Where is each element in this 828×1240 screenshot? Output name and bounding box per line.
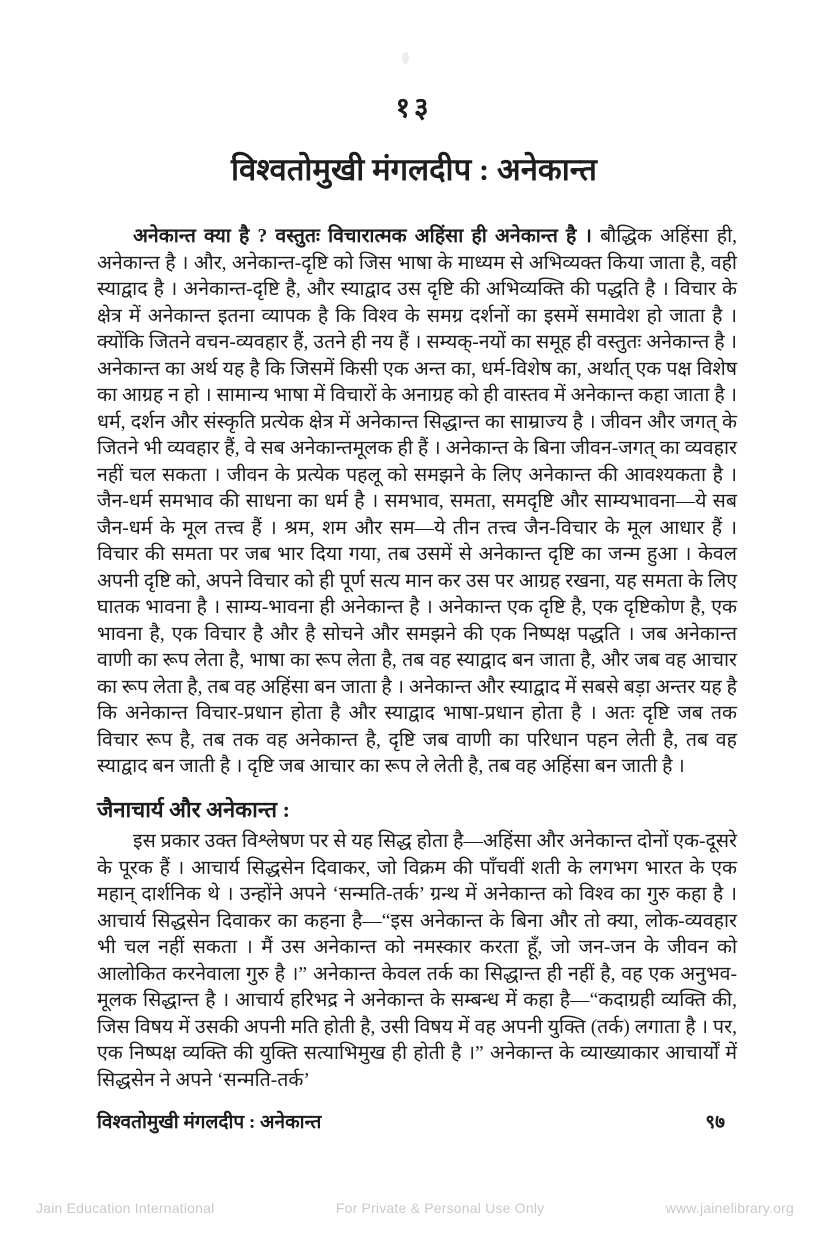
page-title: विश्वतोमुखी मंगलदीप : अनेकान्त (231, 152, 597, 187)
chapter-number: १३ (395, 93, 433, 124)
paragraph-lead-bold: अनेकान्त क्या है ? वस्तुतः विचारात्मक अहिंसा ही अनेकान्त है । (133, 226, 592, 247)
scan-artifact-dot (402, 52, 409, 64)
page-number: ९७ (705, 1112, 725, 1133)
paragraph-jainacharya: इस प्रकार उक्त विश्लेषण पर से यह सिद्ध होता है—अहिंसा और अनेकान्त दोनों एक-दूसरे के पूरक हैं । आचार्य सिद्धसेन दिवाकर, जो विक्रम की पाँचवीं शती के लगभग भारत के एक महान् दार्शनिक थे । उन्होंने अपने ‘सन्मति-तर्क’ ग्रन्थ में अनेकान्त को विश्व का गुरु कहा है । आचार्य सिद्धसेन दिवाकर का कहना है—“इस अनेकान्त के बिना और तो क्या, लोक-व्यवहार भी चल नहीं सकता । मैं उस अनेकान्त को नमस्कार करता हूँ, जो जन-जन के जीवन को आलोकित करनेवाला गुरु है ।” अनेकान्त केवल तर्क का सिद्धान्त ही नहीं है, वह एक अनुभव-मूलक सिद्धान्त है । आचार्य हरिभद्र ने अनेकान्त के सम्बन्ध में कहा है—“कदाग्रही व्यक्ति की, जिस विषय में उसकी अपनी मति होती है, उसी विषय में वह अपनी युक्ति (तर्क) लगाता है । पर, एक निष्पक्ष व्यक्ति की युक्ति सत्याभिमुख ही होती है ।” अनेकान्त के व्याख्याकार आचार्यों में सिद्धसेन ने अपने ‘सन्मति-तर्क’ (97, 831, 737, 1091)
section-heading-jainacharya: जैनाचार्य और अनेकान्त : (97, 796, 290, 822)
body-text (97, 224, 737, 1094)
credit-usage-note: For Private & Personal Use Only (335, 1200, 545, 1216)
credit-publisher: Jain Education International (36, 1200, 215, 1216)
credit-website: www.jainelibrary.org (665, 1200, 794, 1216)
paragraph-anekant-kya-hai (97, 224, 737, 781)
page-footer (97, 1108, 737, 1134)
running-title: विश्वतोमुखी मंगलदीप : अनेकान्त (97, 1112, 322, 1133)
scan-credit-bar (36, 1200, 794, 1216)
paragraph-1-text: बौद्धिक अहिंसा ही, अनेकान्त है । और, अनेकान्त-दृष्टि को जिस भाषा के माध्यम से अभिव्यक्त किया जाता है, वही स्याद्वाद है । अनेकान्त-दृष्टि है, और स्याद्वाद उस दृष्टि की अभिव्यक्ति की पद्धति है । विचार के क्षेत्र में अनेकान्त इतना व्यापक है कि विश्व के समग्र दर्शनों का इसमें समावेश हो जाता है । क्योंकि जितने वचन-व्यवहार हैं, उतने ही नय हैं । सम्यक्-नयों का समूह ही वस्तुतः अनेकान्त है । अनेकान्त का अर्थ यह है कि जिसमें किसी एक अन्त का, धर्म-विशेष का, अर्थात् एक पक्ष विशेष का आग्रह न हो । सामान्य भाषा में विचारों के अनाग्रह को ही वास्तव में अनेकान्त कहा जाता है । धर्म, दर्शन और संस्कृति प्रत्येक क्षेत्र में अनेकान्त सिद्धान्त का साम्राज्य है । जीवन और जगत् के जितने भी व्यवहार हैं, वे सब अनेकान्तमूलक ही हैं । अनेकान्त के बिना जीवन-जगत् का व्यवहार नहीं चल सकता । जीवन के प्रत्येक पहलू को समझने के लिए अनेकान्त की आवश्यकता है । जैन-धर्म समभाव की साधना का धर्म है । समभाव, समता, समदृष्टि और साम्यभावना—ये सब जैन-धर्म के मूल तत्त्व हैं । श्रम, शम और सम—ये तीन तत्त्व जैन-विचार के मूल आधार हैं । विचार की समता पर जब भार दिया गया, तब उसमें से अनेकान्त दृष्टि का जन्म हुआ । केवल अपनी दृष्टि को, अपने विचार को ही पूर्ण सत्य मान कर उस पर आग्रह रखना, यह समता के लिए घातक भावना है । साम्य-भावना ही अनेकान्त है । अनेकान्त एक दृष्टि है, एक दृष्टिकोण है, एक भावना है, एक विचार है और है सोचने और समझने की एक निष्पक्ष पद्धति । जब अनेकान्त वाणी का रूप लेता है, भाषा का रूप लेता है, तब वह स्याद्वाद बन जाता है, और जब वह आचार का रूप लेता है, तब वह अहिंसा बन जाता है । अनेकान्त और स्याद्वाद में सबसे बड़ा अन्तर यह है कि अनेकान्त विचार-प्रधान होता है और स्याद्वाद भाषा-प्रधान होता है । अतः दृष्टि जब तक विचार रूप है, तब तक वह अनेकान्त है, दृष्टि जब वाणी का परिधान पहन लेती है, तब वह स्याद्वाद बन जाती है । दृष्टि जब आचार का रूप ले लेती है, तब वह अहिंसा बन जाती है । (97, 226, 738, 777)
